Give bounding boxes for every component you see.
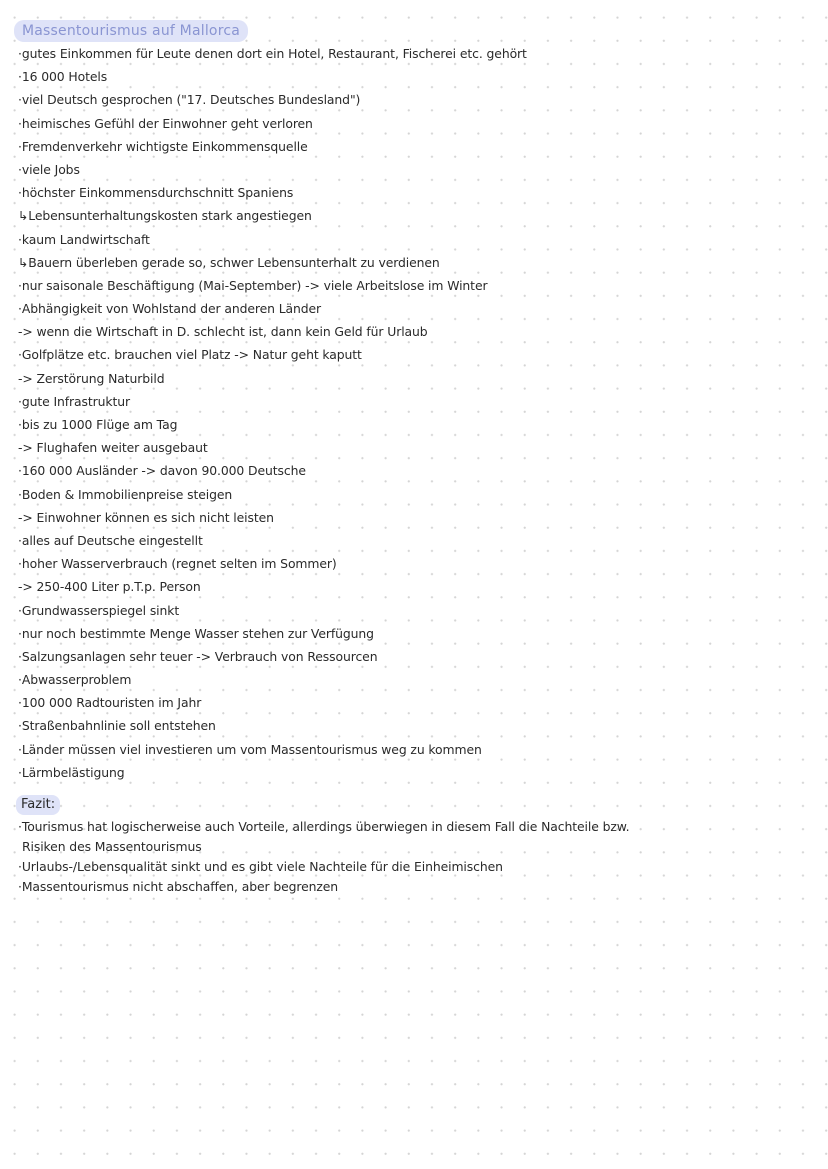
note-line: ·Salzungsanlagen sehr teuer -> Verbrauch von Ressourcen xyxy=(18,648,378,664)
note-line: ·Länder müssen viel investieren um vom Massentourismus weg zu kommen xyxy=(18,741,482,757)
note-line: ·100 000 Radtouristen im Jahr xyxy=(18,695,202,711)
note-line: -> Zerstörung Naturbild xyxy=(18,370,165,386)
note-line: ·kaum Landwirtschaft xyxy=(18,231,150,247)
note-line: ·Golfplätze etc. brauchen viel Platz -> Natur geht kaputt xyxy=(18,347,362,363)
note-line: ·höchster Einkommensdurchschnitt Spaniens xyxy=(18,185,294,201)
note-line: ·Lärmbelästigung xyxy=(18,764,125,780)
fazit-highlight xyxy=(16,795,60,815)
note-line: ·alles auf Deutsche eingestellt xyxy=(18,532,203,548)
note-line: ·nur noch bestimmte Menge Wasser stehen zur Verfügung xyxy=(18,625,374,641)
note-line: ·hoher Wasserverbrauch (regnet selten im Sommer) xyxy=(18,556,337,572)
note-line: -> Einwohner können es sich nicht leisten xyxy=(18,509,274,525)
note-line: ·viele Jobs xyxy=(18,161,80,177)
title-highlight xyxy=(14,20,248,42)
note-line: ↳Bauern überleben gerade so, schwer Lebensunterhalt zu verdienen xyxy=(18,254,440,270)
note-line: ·Abwasserproblem xyxy=(18,672,132,688)
note-line: ·Straßenbahnlinie soll entstehen xyxy=(18,718,216,734)
note-line: ·16 000 Hotels xyxy=(18,69,108,85)
note-line: ·Fremdenverkehr wichtigste Einkommensquelle xyxy=(18,138,308,154)
fazit-list xyxy=(18,817,818,897)
note-line: ·160 000 Ausländer -> davon 90.000 Deutsche xyxy=(18,463,306,479)
notes-list xyxy=(18,42,818,784)
fazit-line: ·Massentourismus nicht abschaffen, aber begrenzen xyxy=(18,879,339,894)
note-line: -> Flughafen weiter ausgebaut xyxy=(18,440,208,456)
fazit-line: Risiken des Massentourismus xyxy=(22,839,202,854)
fazit-line: ·Urlaubs-/Lebensqualität sinkt und es gibt viele Nachteile für die Einheimischen xyxy=(18,859,503,874)
note-line: ↳Lebensunterhaltungskosten stark angestiegen xyxy=(18,208,312,224)
note-line: ·gutes Einkommen für Leute denen dort ein Hotel, Restaurant, Fischerei etc. gehört xyxy=(18,46,527,61)
note-line: ·gute Infrastruktur xyxy=(18,393,130,409)
note-line: ·heimisches Gefühl der Einwohner geht verloren xyxy=(18,115,313,131)
note-line: ·nur saisonale Beschäftigung (Mai-September) -> viele Arbeitslose im Winter xyxy=(18,277,488,293)
fazit-line: ·Tourismus hat logischerweise auch Vorteile, allerdings überwiegen in diesem Fall die Nachteile bzw. xyxy=(18,819,630,834)
note-line: ·Boden & Immobilienpreise steigen xyxy=(18,486,233,502)
fazit-heading: Fazit: xyxy=(21,797,56,812)
note-line: ·viel Deutsch gesprochen ("17. Deutsches Bundesland") xyxy=(18,92,361,108)
note-line: ·Grundwasserspiegel sinkt xyxy=(18,602,180,618)
note-line: ·Abhängigkeit von Wohlstand der anderen Länder xyxy=(18,301,322,317)
note-line: ·bis zu 1000 Flüge am Tag xyxy=(18,417,178,432)
note-line: -> 250-400 Liter p.T.p. Person xyxy=(18,579,201,595)
note-line: -> wenn die Wirtschaft in D. schlecht ist, dann kein Geld für Urlaub xyxy=(18,324,428,340)
page-title: Massentourismus auf Mallorca xyxy=(22,23,241,39)
